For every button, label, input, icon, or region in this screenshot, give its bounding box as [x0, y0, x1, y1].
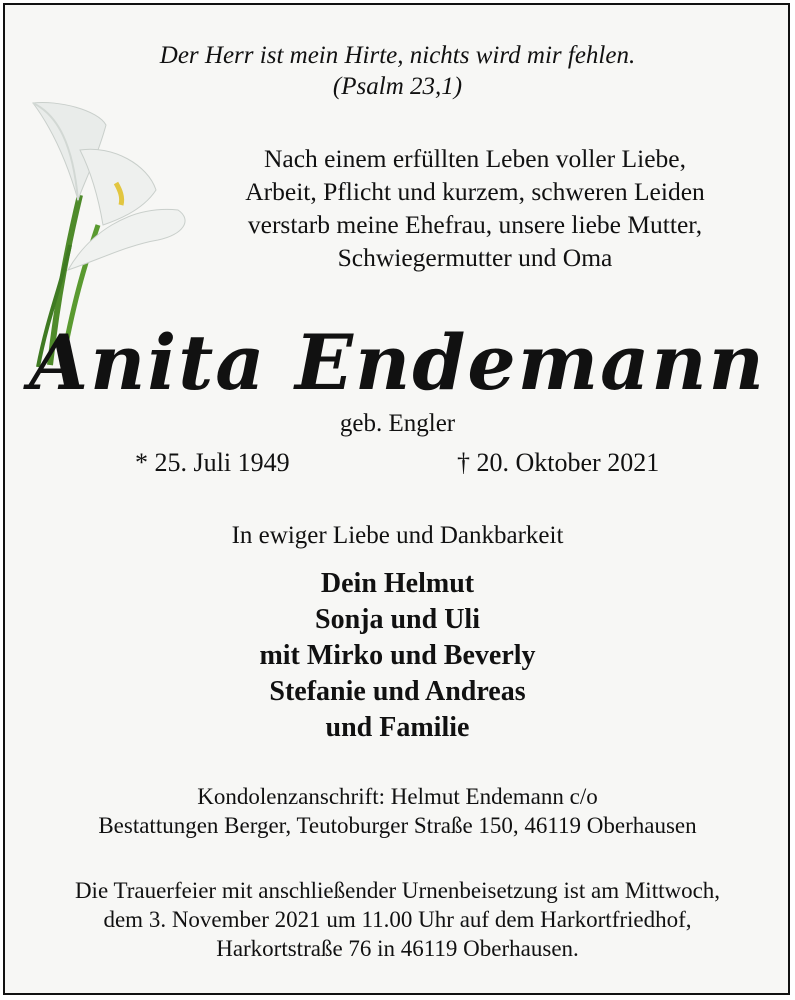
funeral-service-info — [0, 876, 795, 963]
family-member: Dein Helmut — [320, 568, 475, 599]
deceased-name: Anita Endemann — [29, 318, 766, 407]
family-member: Sonja und Uli — [315, 604, 480, 635]
psalm-verse — [0, 40, 795, 102]
service-line: Die Trauerfeier mit anschließender Urnenbeisetzung ist am Mittwoch, — [74, 878, 721, 903]
verse-line: Der Herr ist mein Hirte, nichts wird mir fehlen. — [159, 42, 636, 69]
birth-date: * 25. Juli 1949 — [135, 448, 290, 477]
service-line: dem 3. November 2021 um 11.00 Uhr auf dem Harkortfriedhof, — [103, 907, 692, 932]
maiden-name: geb. Engler — [339, 410, 456, 437]
condolence-line: Kondolenzanschrift: Helmut Endemann c/o — [197, 784, 598, 809]
service-line: Harkortstraße 76 in 46119 Oberhausen. — [216, 936, 579, 961]
family-member: und Familie — [325, 712, 470, 743]
family-signatures — [0, 566, 795, 746]
verse-reference: (Psalm 23,1) — [332, 73, 463, 100]
condolence-line: Bestattungen Berger, Teutoburger Straße 150, 46119 Oberhausen — [98, 813, 697, 838]
intro-text — [195, 142, 755, 274]
death-date: † 20. Oktober 2021 — [457, 448, 660, 477]
intro-line: Arbeit, Pflicht und kurzem, schweren Leiden — [245, 177, 705, 206]
intro-line: verstarb meine Ehefrau, unsere liebe Mutter, — [247, 210, 703, 239]
family-member: Stefanie und Andreas — [269, 676, 526, 707]
intro-line: Schwiegermutter und Oma — [337, 243, 613, 272]
intro-line: Nach einem erfüllten Leben voller Liebe, — [264, 144, 686, 173]
condolence-address — [0, 782, 795, 840]
family-member: mit Mirko und Beverly — [259, 640, 536, 671]
thanks-line: In ewiger Liebe und Dankbarkeit — [231, 522, 564, 549]
